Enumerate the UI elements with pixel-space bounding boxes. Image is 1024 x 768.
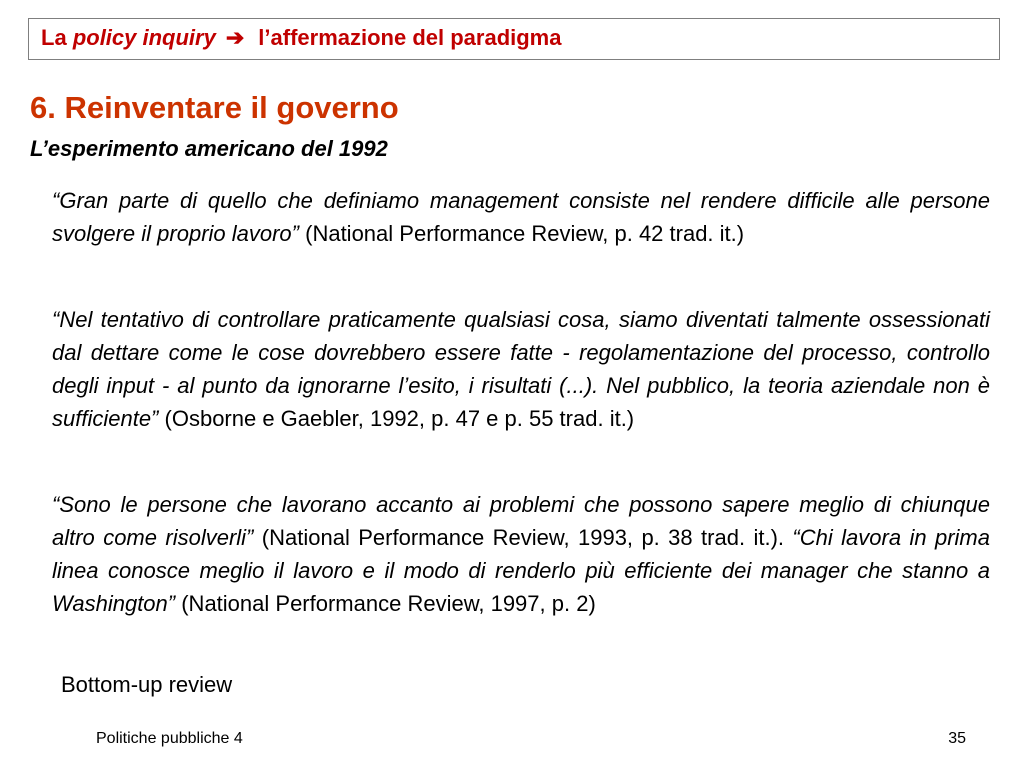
header-prefix: La bbox=[41, 25, 67, 50]
slide-title: 6. Reinventare il governo bbox=[30, 90, 399, 125]
paragraph-1 bbox=[52, 184, 990, 250]
paragraph-3 bbox=[52, 488, 990, 620]
arrow-right-icon: ➔ bbox=[225, 25, 245, 50]
quote-2: “Nel tentativo di controllare praticamente qualsiasi cosa, siamo diventati talmente ossessionati dal dettare come le cose dovrebbero essere fatte - regolamentazione del processo, controllo degli input - al punto da ignorarne l’esito, i risultati (...). Nel pubblico, la teoria aziendale non è sufficiente” bbox=[52, 307, 990, 431]
header-title bbox=[41, 25, 561, 51]
paragraph-2 bbox=[52, 303, 990, 435]
quote-1: “Gran parte di quello che definiamo management consiste nel rendere difficile alle persone svolgere il proprio lavoro” bbox=[52, 188, 990, 246]
slide-subtitle: L’esperimento americano del 1992 bbox=[30, 136, 388, 161]
source-3a: (National Performance Review, 1993, p. 38 trad. it.). bbox=[261, 525, 785, 550]
page-number: 35 bbox=[948, 730, 966, 747]
source-1: (National Performance Review, p. 42 trad. it.) bbox=[305, 221, 745, 246]
source-3b: (National Performance Review, 1997, p. 2) bbox=[181, 591, 596, 616]
header-rest: l’affermazione del paradigma bbox=[258, 25, 562, 50]
header-box bbox=[28, 18, 1000, 60]
quote-3a: “Sono le persone che lavorano accanto ai problemi che possono sapere meglio di chiunque altro come risolverli” bbox=[52, 492, 990, 550]
header-emphasis: policy inquiry bbox=[72, 25, 216, 50]
source-2: (Osborne e Gaebler, 1992, p. 47 e p. 55 trad. it.) bbox=[164, 406, 635, 431]
quote-3b: “Chi lavora in prima linea conosce meglio il lavoro e il modo di renderlo più efficiente dei manager che stanno a Washington” bbox=[52, 525, 990, 616]
footer-course: Politiche pubbliche 4 bbox=[96, 730, 243, 747]
bottom-note: Bottom-up review bbox=[61, 672, 233, 697]
